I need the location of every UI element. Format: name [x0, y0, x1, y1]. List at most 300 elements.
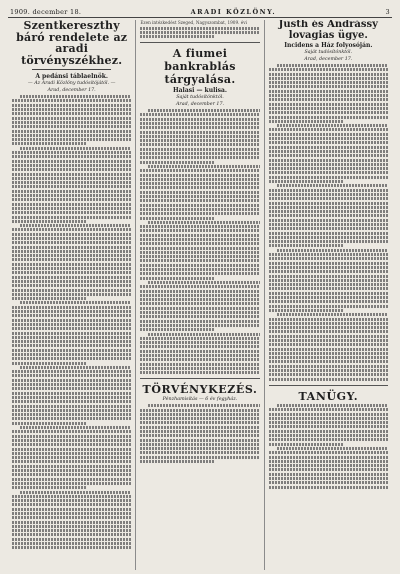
text-line [277, 249, 388, 252]
text-line [269, 77, 388, 80]
text-line [269, 413, 388, 416]
text-line [269, 460, 388, 463]
text-line [269, 451, 388, 454]
text-line [269, 94, 388, 97]
text-line [12, 327, 131, 330]
text-line [140, 354, 259, 357]
text-line [269, 352, 388, 355]
text-line [12, 314, 131, 317]
text-line [140, 178, 259, 181]
text-line [140, 307, 259, 310]
text-line [269, 473, 388, 476]
text-line [140, 242, 259, 245]
column-2 [135, 20, 263, 570]
text-line [12, 495, 131, 498]
text-line [12, 473, 131, 476]
text-line [269, 116, 388, 119]
text-line [12, 233, 131, 236]
text-line [12, 241, 131, 244]
text-line [269, 171, 388, 174]
text-line [269, 81, 388, 84]
text-line [12, 151, 131, 154]
text-line [140, 363, 259, 366]
text-line [12, 319, 131, 322]
text-line [12, 374, 131, 377]
text-line [12, 134, 131, 137]
text-line [269, 365, 388, 368]
text-line [12, 456, 131, 459]
text-line [12, 482, 131, 485]
text-line [12, 250, 131, 253]
text-line [12, 383, 131, 386]
text-line [269, 107, 388, 110]
text-line [140, 447, 259, 450]
text-line [140, 358, 259, 361]
text-line [12, 108, 131, 111]
text-line [140, 186, 259, 189]
text-line [140, 35, 214, 38]
col1-rule [32, 69, 111, 70]
text-line [140, 430, 259, 433]
text-line [12, 117, 131, 120]
col2-byline: Saját tudósítónktól. [176, 95, 224, 101]
text-line [277, 313, 388, 316]
text-line [20, 491, 131, 494]
text-line [269, 464, 388, 467]
text-line [12, 104, 131, 107]
text-line [140, 208, 259, 211]
text-line [12, 207, 131, 210]
text-line [269, 266, 388, 269]
col3-body [269, 64, 388, 381]
text-line [12, 125, 131, 128]
text-line [12, 190, 131, 193]
text-line [140, 31, 259, 34]
text-line [277, 404, 388, 407]
text-line [269, 468, 388, 471]
text-line [269, 219, 388, 222]
text-line [12, 417, 131, 420]
text-line [12, 469, 131, 472]
text-line [12, 194, 131, 197]
text-line [12, 254, 131, 257]
text-line [269, 378, 388, 381]
text-line [269, 425, 388, 428]
text-line [269, 348, 388, 351]
text-line [140, 341, 259, 344]
text-line [140, 443, 259, 446]
text-line [140, 229, 259, 232]
text-line [140, 126, 259, 129]
text-line [140, 259, 259, 262]
text-line [12, 164, 131, 167]
text-line [12, 392, 131, 395]
text-line [12, 529, 131, 532]
text-line [140, 451, 259, 454]
text-line [269, 154, 388, 157]
text-line [269, 141, 388, 144]
text-line [20, 366, 131, 369]
text-line [12, 430, 131, 433]
text-line [140, 460, 214, 463]
text-line [140, 122, 259, 125]
text-line [140, 204, 259, 207]
col3-subhead: Incidens a Ház folyosóján. [284, 42, 373, 49]
text-line [269, 85, 388, 88]
text-line [140, 234, 259, 237]
columns [8, 20, 392, 570]
text-line [12, 405, 131, 408]
text-line [269, 146, 388, 149]
text-line [269, 330, 388, 333]
text-line [12, 336, 131, 339]
text-line [12, 542, 131, 545]
col1-dateline: Arad, december 17. [47, 88, 96, 94]
text-line [12, 168, 131, 171]
text-line [269, 214, 388, 217]
text-line [140, 131, 259, 134]
text-line [12, 220, 86, 223]
text-line [12, 130, 131, 133]
text-line [269, 232, 388, 235]
text-line [12, 538, 131, 541]
text-line [12, 211, 131, 214]
masthead-page-number: 3 [385, 8, 390, 16]
text-line [269, 373, 388, 376]
masthead-paper-name: ARADI KÖZLÖNY. [190, 8, 277, 16]
text-line [12, 478, 131, 481]
text-line [269, 73, 388, 76]
col3-section-body [269, 404, 388, 489]
text-line [269, 421, 388, 424]
text-line [12, 306, 131, 309]
text-line [12, 340, 131, 343]
text-line [140, 311, 259, 314]
text-line [269, 176, 388, 179]
text-line [269, 287, 388, 290]
text-line [140, 139, 259, 142]
text-line [20, 301, 131, 304]
text-line [269, 443, 343, 446]
col2-section-title: TÖRVÉNYKEZÉS. [142, 383, 258, 397]
text-line [12, 512, 131, 515]
text-line [269, 270, 388, 273]
text-line [12, 435, 131, 438]
text-line [12, 499, 131, 502]
text-line [269, 206, 388, 209]
text-line [140, 212, 259, 215]
text-line [12, 413, 131, 416]
text-line [269, 244, 343, 247]
text-line [12, 216, 131, 219]
text-line [140, 195, 259, 198]
col2-body [140, 109, 259, 374]
text-line [140, 337, 259, 340]
column-3 [264, 20, 392, 570]
text-line [12, 289, 131, 292]
text-line [12, 112, 131, 115]
text-line [148, 333, 259, 336]
text-line [269, 356, 388, 359]
col1-body [12, 95, 131, 549]
col2-section-body [140, 404, 259, 463]
text-line [140, 238, 259, 241]
text-line [140, 152, 259, 155]
text-line [140, 345, 259, 348]
col3-dateline: Arad, december 17. [304, 57, 353, 62]
text-line [148, 404, 259, 407]
masthead [8, 6, 392, 18]
text-line [269, 120, 343, 123]
text-line [269, 128, 388, 131]
text-line [140, 148, 259, 151]
text-line [269, 296, 388, 299]
text-line [140, 268, 259, 271]
text-line [12, 452, 131, 455]
text-line [277, 184, 388, 187]
text-line [140, 421, 259, 424]
col1-byline: — Az Aradi Közlöny tudósítójától. — [27, 81, 116, 87]
text-line [12, 525, 131, 528]
text-line [12, 448, 131, 451]
text-line [12, 323, 131, 326]
text-line [140, 143, 259, 146]
text-line [12, 443, 131, 446]
text-line [269, 253, 388, 256]
text-line [277, 447, 388, 450]
text-line [12, 173, 131, 176]
text-line [12, 263, 131, 266]
text-line [140, 320, 259, 323]
text-line [140, 413, 259, 416]
text-line [12, 422, 86, 425]
text-line [269, 486, 388, 489]
text-line [140, 371, 259, 374]
text-line [140, 302, 259, 305]
text-line [12, 516, 131, 519]
text-line [269, 477, 388, 480]
text-line [140, 350, 259, 353]
col2-section-meta: Pénzhamisítás — 6 év fegyház. [162, 397, 238, 403]
text-line [269, 335, 388, 338]
text-line [269, 283, 388, 286]
text-line [269, 133, 388, 136]
text-line [140, 255, 259, 258]
text-line [269, 111, 388, 114]
text-line [12, 370, 131, 373]
text-line [12, 276, 131, 279]
text-line [269, 257, 388, 260]
text-line [12, 203, 131, 206]
text-line [269, 456, 388, 459]
text-line [12, 362, 86, 365]
text-line [140, 264, 259, 267]
text-line [140, 290, 259, 293]
col3-byline: Saját tudósítónktól. [304, 50, 353, 55]
text-line [269, 326, 388, 329]
text-line [12, 280, 131, 283]
text-line [12, 465, 131, 468]
col1-headline: Szentkereszthy báró rendelete az aradi törvényszékhez. [16, 20, 128, 67]
text-line [140, 247, 259, 250]
text-line [12, 99, 131, 102]
text-line [12, 344, 131, 347]
text-line [269, 193, 388, 196]
text-line [140, 456, 259, 459]
text-line [20, 426, 131, 429]
text-line [140, 135, 259, 138]
text-line [12, 357, 131, 360]
text-line [140, 182, 259, 185]
text-line [140, 277, 214, 280]
text-line [269, 408, 388, 411]
text-line [140, 156, 259, 159]
text-line [140, 434, 259, 437]
col2-dateline: Arad, december 17. [175, 102, 225, 108]
text-line [12, 198, 131, 201]
text-line [269, 417, 388, 420]
text-line [12, 503, 131, 506]
text-line [269, 223, 388, 226]
text-line [269, 103, 388, 106]
text-line [12, 155, 131, 158]
col2-headline: A fiumei bankrablás tárgyalása. [164, 47, 236, 87]
text-line [12, 246, 131, 249]
text-line [12, 138, 131, 141]
col2-separator [140, 42, 259, 43]
text-line [269, 98, 388, 101]
text-line [269, 180, 343, 183]
text-line [269, 322, 388, 325]
text-line [140, 217, 214, 220]
text-line [269, 339, 388, 342]
text-line [148, 165, 259, 168]
text-line [269, 262, 388, 265]
text-line [269, 430, 388, 433]
text-line [12, 460, 131, 463]
text-line [12, 310, 131, 313]
text-line [140, 409, 259, 412]
text-line [269, 343, 388, 346]
text-line [269, 163, 388, 166]
col2-subhead: Halasi — kulisa. [172, 87, 227, 95]
text-line [140, 225, 259, 228]
text-line [269, 434, 388, 437]
text-line [269, 300, 388, 303]
text-line [148, 221, 259, 224]
text-line [269, 309, 343, 312]
text-line [148, 281, 259, 284]
text-line [140, 324, 259, 327]
text-line [12, 185, 131, 188]
text-line [269, 68, 388, 71]
text-line [12, 228, 131, 231]
text-line [269, 481, 388, 484]
text-line [12, 349, 131, 352]
col3-separator [269, 385, 388, 386]
text-line [269, 360, 388, 363]
text-line [12, 409, 131, 412]
text-line [269, 438, 388, 441]
text-line [269, 150, 388, 153]
text-line [140, 251, 259, 254]
text-line [140, 328, 214, 331]
col3-section-title: TANÜGY. [298, 389, 359, 403]
col2-separator-2 [140, 378, 259, 379]
text-line [140, 27, 259, 30]
text-line [277, 124, 388, 127]
text-line [269, 236, 388, 239]
column-1 [8, 20, 135, 570]
text-line [269, 159, 388, 162]
text-line [20, 95, 131, 98]
text-line [269, 275, 388, 278]
text-line [269, 167, 388, 170]
text-line [140, 367, 259, 370]
text-line [12, 267, 131, 270]
text-line [269, 137, 388, 140]
text-line [20, 147, 131, 150]
text-line [12, 400, 131, 403]
text-line [269, 279, 388, 282]
text-line [140, 174, 259, 177]
col3-headline: Justh és Andrássy [278, 20, 378, 30]
text-line [140, 417, 259, 420]
text-line [140, 426, 259, 429]
col2-intro-line: Ezen intézkedést Szeged, Nagyszombat, 1909. évi [140, 20, 247, 25]
text-line [269, 202, 388, 205]
col1-subhead: A pedánsi táblaelnök. [35, 73, 108, 81]
text-line [269, 240, 388, 243]
text-line [12, 533, 131, 536]
text-line [12, 177, 131, 180]
text-line [140, 272, 259, 275]
text-line [12, 379, 131, 382]
text-line [269, 369, 388, 372]
text-line [12, 237, 131, 240]
text-line [140, 169, 259, 172]
text-line [269, 305, 388, 308]
text-line [12, 258, 131, 261]
text-line [12, 486, 86, 489]
text-line [12, 121, 131, 124]
text-line [12, 546, 131, 549]
text-line [140, 199, 259, 202]
text-line [20, 224, 131, 227]
text-line [12, 284, 131, 287]
text-line [277, 64, 388, 67]
text-line [12, 387, 131, 390]
text-line [12, 439, 131, 442]
text-line [269, 197, 388, 200]
col2-intro-body [140, 27, 259, 39]
text-line [269, 210, 388, 213]
text-line [140, 191, 259, 194]
text-line [140, 161, 214, 164]
text-line [12, 142, 86, 145]
text-line [12, 181, 131, 184]
text-line [12, 160, 131, 163]
text-line [140, 294, 259, 297]
text-line [12, 293, 131, 296]
text-line [269, 292, 388, 295]
text-line [269, 227, 388, 230]
text-line [140, 298, 259, 301]
text-line [12, 271, 131, 274]
text-line [12, 521, 131, 524]
text-line [269, 90, 388, 93]
text-line [269, 318, 388, 321]
